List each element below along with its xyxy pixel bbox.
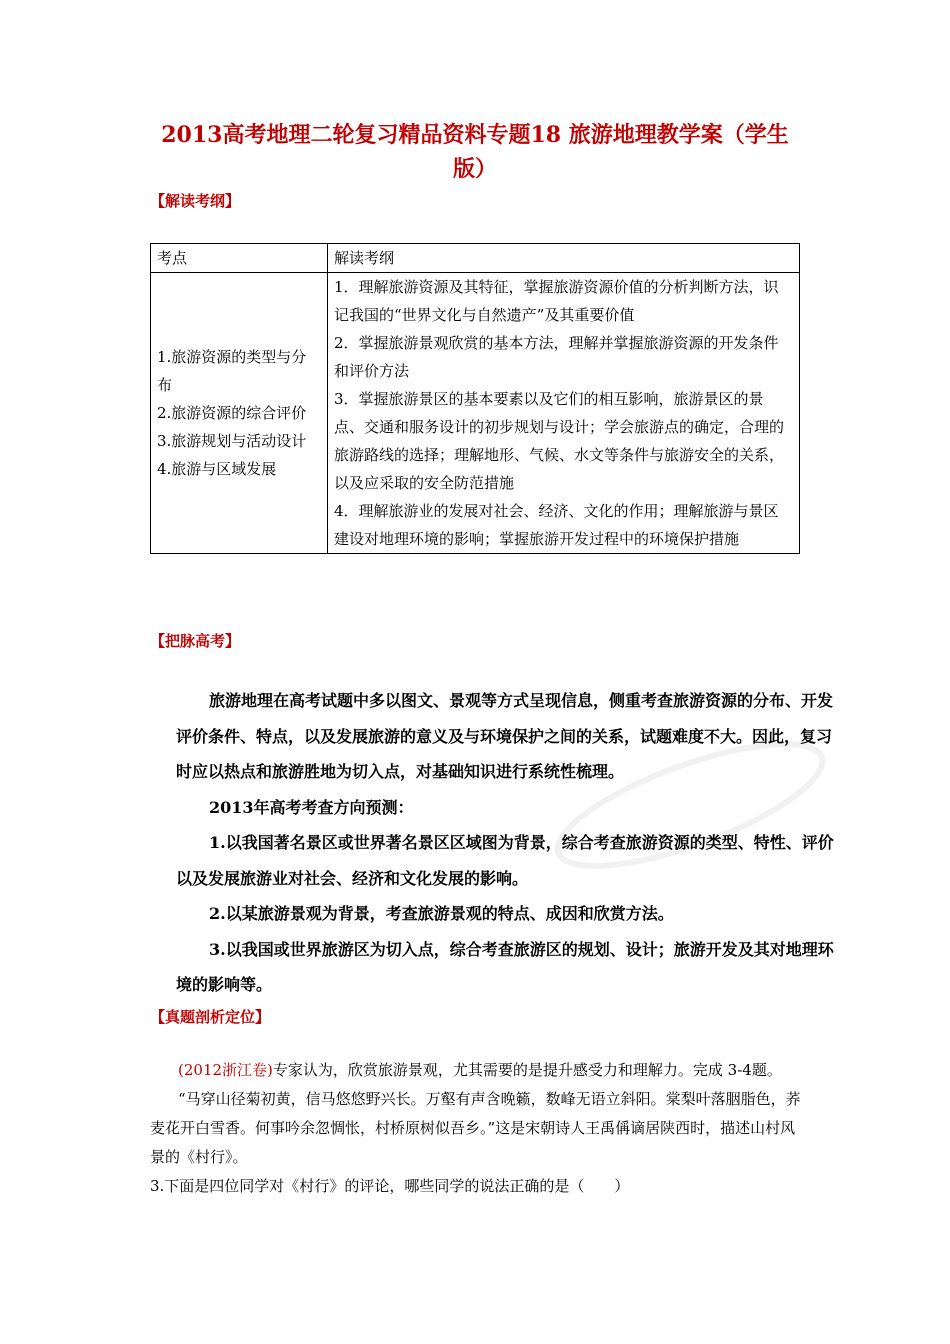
exam-intro: 专家认为，欣赏旅游景观，尤其需要的是提升感受力和理解力。完成 3-4题。 bbox=[272, 1061, 782, 1079]
prediction-item: 1.以我国著名景区或世界著名景区区域图为背景，综合考查旅游资源的类型、特性、评价以及发展旅游业对社会、经济和文化发展的影响。 bbox=[176, 833, 834, 888]
section-heading-analysis: 【真题剖析定位】 bbox=[150, 1008, 271, 1026]
requirement-item: 1．理解旅游资源及其特征，掌握旅游资源价值的分析判断方法，识记我国的“世界文化与自然遗产”及其重要价值 bbox=[334, 278, 779, 324]
point-item: 2.旅游资源的综合评价 3.旅游规划与活动设计 bbox=[157, 404, 307, 450]
prediction-item: 3.以我国或世界旅游区为切入点，综合考查旅游区的规划、设计；旅游开发及其对地理环境的影响等。 bbox=[176, 939, 834, 994]
requirement-item: 3．掌握旅游景区的基本要素以及它们的相互影响，旅游景区的景点、交通和服务设计的初步规划与设计；学会旅游点的确定，合理的旅游路线的选择；理解地形、气候、水文等条件与旅游安全的关系，以及应采取的安全防范措施 bbox=[334, 390, 785, 492]
points-cell bbox=[151, 273, 328, 554]
focus-block bbox=[176, 683, 846, 1003]
focus-intro: 旅游地理在高考试题中多以图文、景观等方式呈现信息，侧重考查旅游资源的分布、开发评价条件、特点，以及发展旅游的意义及与环境保护之间的关系，试题难度不大。因此，复习时应以热点和旅游胜地为切入点，对基础知识进行系统性梳理。 bbox=[176, 691, 834, 781]
exam-question: 3.下面是四位同学对《村行》的评论，哪些同学的说法正确的是（ ） bbox=[150, 1177, 630, 1195]
table-row bbox=[151, 273, 800, 554]
exam-source: (2012浙江卷) bbox=[178, 1061, 273, 1079]
exam-intro-paragraph bbox=[150, 1056, 810, 1085]
section-heading-outline: 【解读考纲】 bbox=[150, 192, 241, 210]
exam-poem: “马穿山径菊初黄，信马悠悠野兴长。万壑有声含晚籁，数峰无语立斜阳。棠梨叶落胭脂色，荞麦花开白雪香。何事吟余忽惆怅，村桥原树似吾乡。”这是宋朝诗人王禹偁谪居陕西时，描述山村风景的《村行》。 bbox=[150, 1090, 801, 1166]
exam-block bbox=[150, 1056, 810, 1201]
point-item: 1.旅游资源的类型与分布 bbox=[157, 348, 307, 394]
outline-table bbox=[150, 243, 800, 554]
header-cell-requirements: 解读考纲 bbox=[328, 244, 800, 273]
header-cell-points: 考点 bbox=[151, 244, 328, 273]
page-title-line2: 版） bbox=[452, 156, 497, 182]
requirements-cell bbox=[328, 273, 800, 554]
requirement-item: 2．掌握旅游景观欣赏的基本方法，理解并掌握旅游资源的开发条件和评价方法 bbox=[334, 334, 779, 380]
point-item: 4.旅游与区域发展 bbox=[157, 460, 277, 478]
requirement-item: 4．理解旅游业的发展对社会、经济、文化的作用；理解旅游与景区建设对地理环境的影响；掌握旅游开发过程中的环境保护措施 bbox=[334, 502, 779, 548]
prediction-title: 2013年高考考查方向预测： bbox=[209, 797, 414, 817]
page-title-line1: 2013高考地理二轮复习精品资料专题18 旅游地理教学案（学生 bbox=[161, 122, 789, 148]
table-header-row bbox=[151, 244, 800, 273]
prediction-item: 2.以某旅游景观为背景，考查旅游景观的特点、成因和欣赏方法。 bbox=[209, 904, 674, 923]
section-heading-focus: 【把脉高考】 bbox=[150, 632, 241, 650]
page-title bbox=[140, 118, 810, 186]
